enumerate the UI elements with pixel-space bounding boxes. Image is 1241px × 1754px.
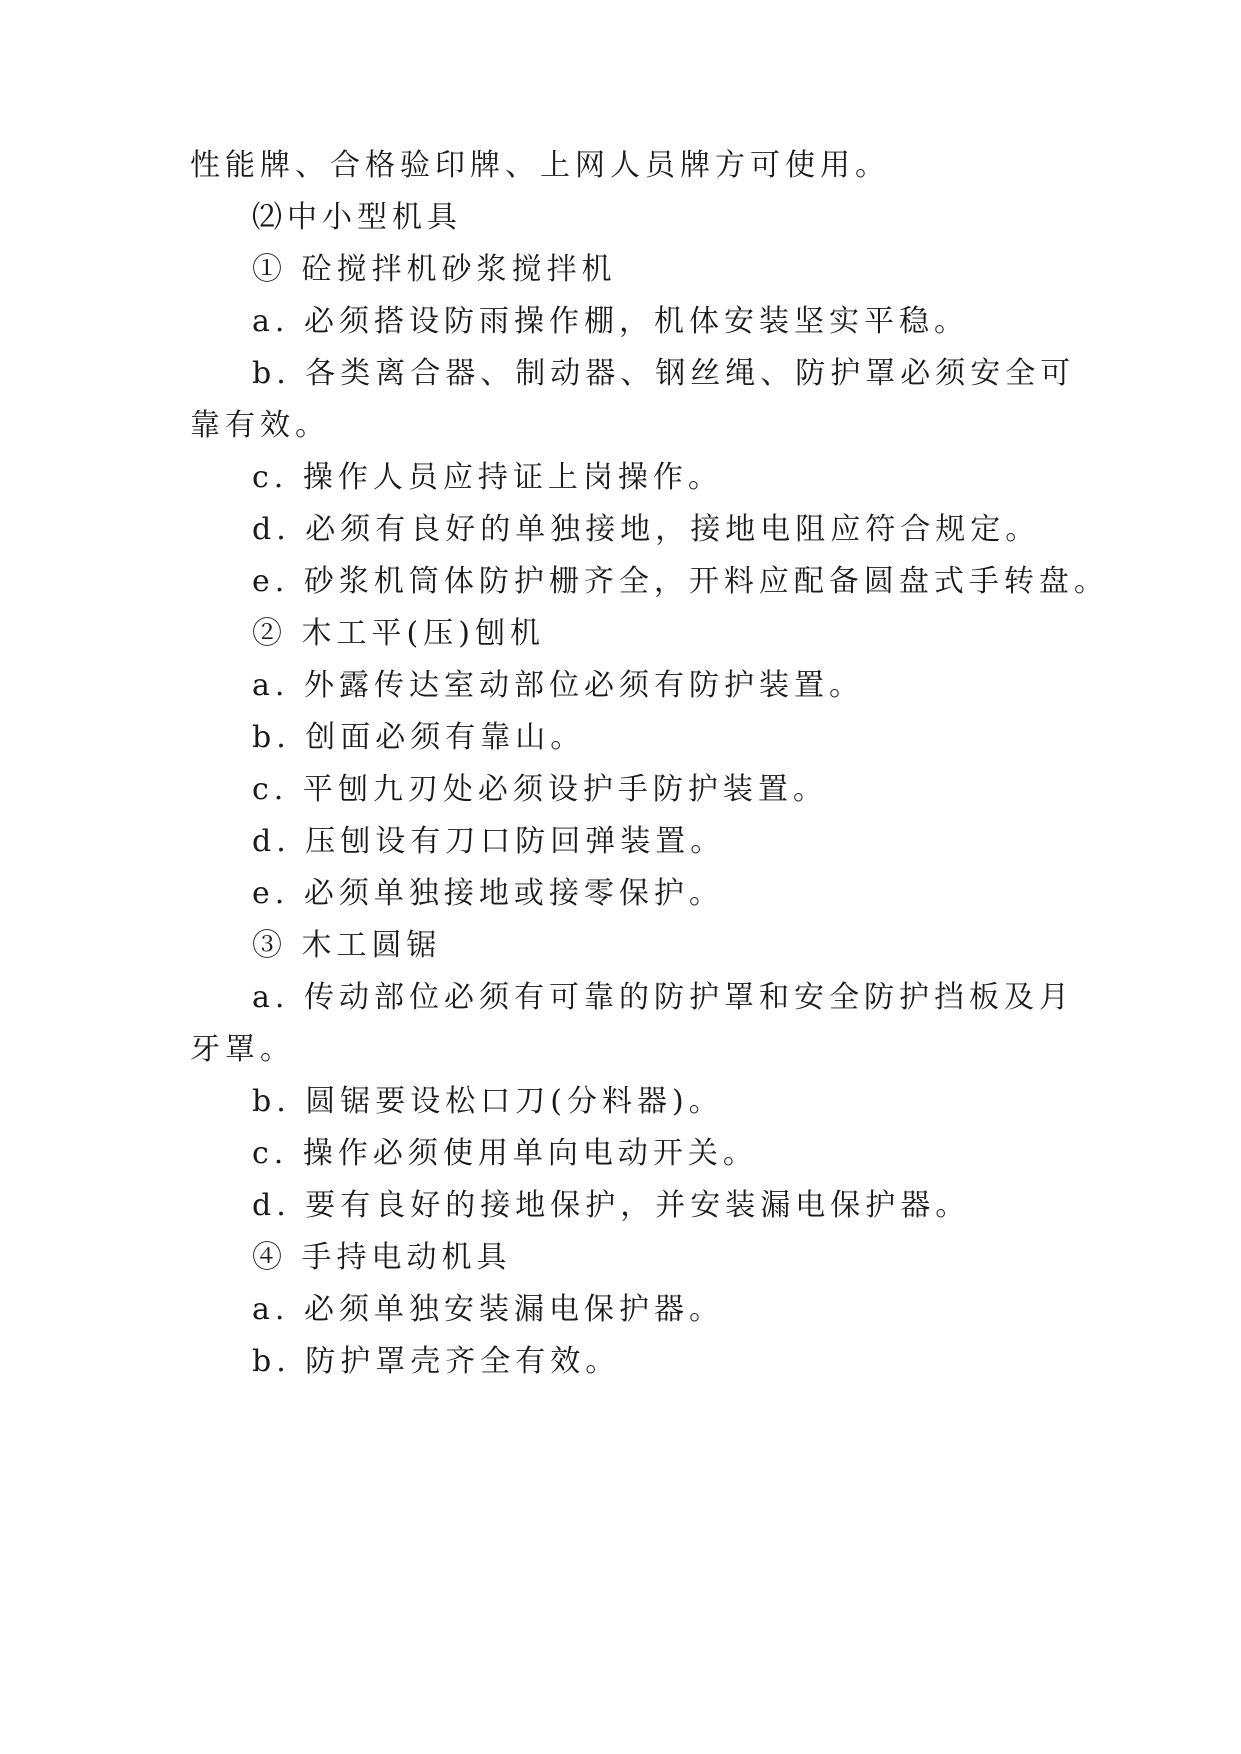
list-item: e. 砂浆机筒体防护栅齐全，开料应配备圆盘式手转盘。 — [252, 564, 1109, 599]
list-item: b. 各类离合器、制动器、钢丝绳、防护罩必须安全可 — [252, 356, 1076, 391]
list-item: b. 圆锯要设松口刀(分料器)。 — [252, 1084, 724, 1119]
text-line: 性能牌、合格验印牌、上网人员牌方可使用。 — [190, 148, 890, 183]
list-item: b. 创面必须有靠山。 — [252, 720, 586, 755]
list-item: d. 必须有良好的单独接地，接地电阻应符合规定。 — [252, 512, 1041, 547]
subsection-heading: ④ 手持电动机具 — [252, 1240, 512, 1275]
list-item: b. 防护罩壳齐全有效。 — [252, 1344, 621, 1379]
section-heading: ⑵中小型机具 — [252, 200, 462, 235]
list-item-continuation: 牙罩。 — [190, 1032, 295, 1067]
list-item: d. 要有良好的接地保护，并安装漏电保护器。 — [252, 1188, 971, 1223]
list-item: c. 操作人员应持证上岗操作。 — [252, 460, 723, 495]
list-item: d. 压刨设有刀口防回弹装置。 — [252, 824, 726, 859]
list-item: e. 必须单独接地或接零保护。 — [252, 876, 724, 911]
list-item: a. 必须单独安装漏电保护器。 — [252, 1292, 724, 1327]
list-item: c. 操作必须使用单向电动开关。 — [252, 1136, 758, 1171]
list-item-continuation: 靠有效。 — [190, 408, 330, 443]
subsection-heading: ① 砼搅拌机砂浆搅拌机 — [252, 252, 617, 287]
list-item: a. 必须搭设防雨操作棚，机体安装坚实平稳。 — [252, 304, 969, 339]
subsection-heading: ③ 木工圆锯 — [252, 928, 442, 963]
list-item: a. 传动部位必须有可靠的防护罩和安全防护挡板及月 — [252, 980, 1074, 1015]
list-item: c. 平刨九刃处必须设护手防护装置。 — [252, 772, 828, 807]
subsection-heading: ② 木工平(压)刨机 — [252, 616, 545, 651]
list-item: a. 外露传达室动部位必须有防护装置。 — [252, 668, 864, 703]
